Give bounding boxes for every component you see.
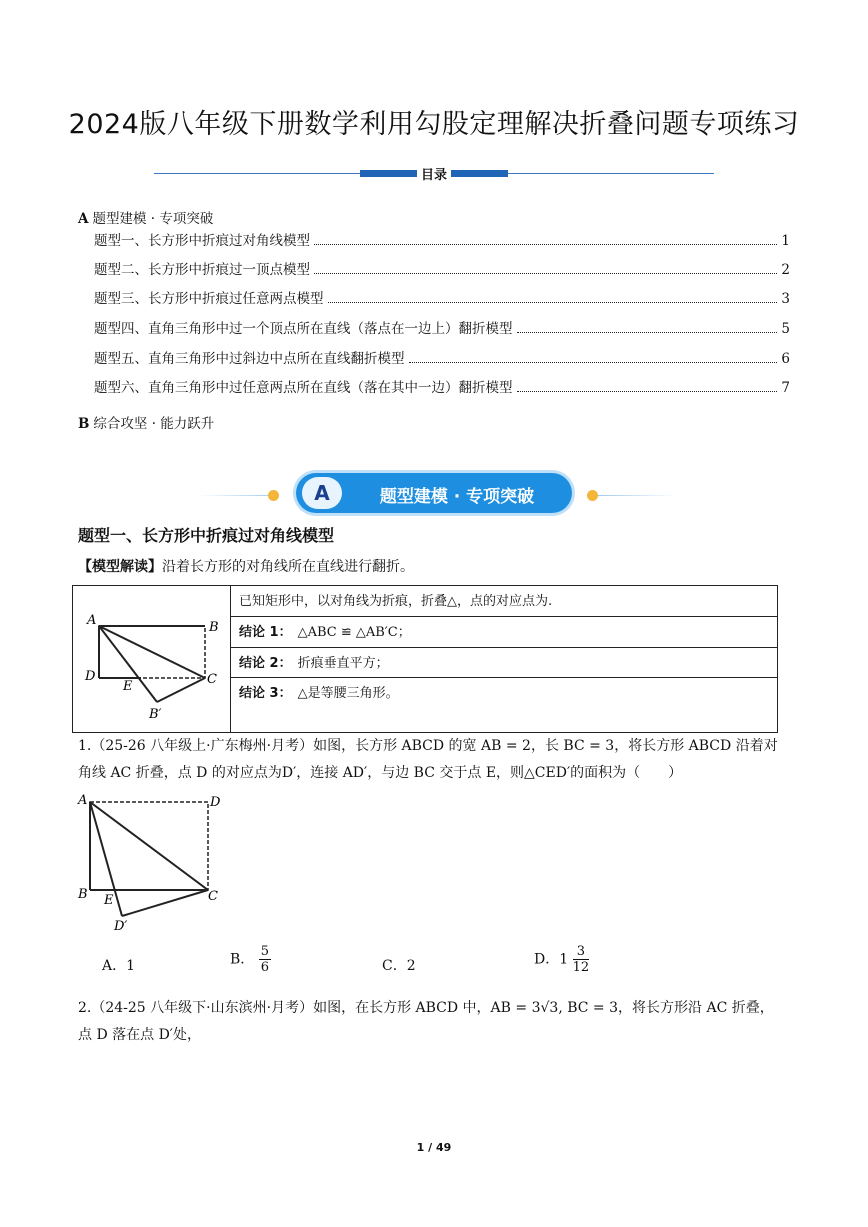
- toc-leader: [517, 331, 778, 333]
- figure-label-d-prime: D′: [114, 919, 128, 934]
- page-number: 1 / 49: [416, 1141, 452, 1154]
- model-interpretation-text: 沿着长方形的对角线所在直线进行翻折。: [162, 559, 414, 575]
- toc-section-a-text: 题型建模 · 专项突破: [92, 211, 214, 227]
- option-a-value: 1: [126, 958, 136, 974]
- option-b-fraction: [259, 944, 271, 975]
- question-2-line-2: 点 D 落在点 D′处，: [78, 1027, 201, 1043]
- question-1-figure: [72, 792, 232, 936]
- toc-item-label: 题型三、长方形中折痕过任意两点模型: [94, 291, 324, 307]
- toc-item[interactable]: [94, 260, 790, 278]
- option-c-letter: C．: [382, 958, 407, 974]
- option-d-whole: 1: [559, 951, 569, 968]
- figure-label-b-prime: B′: [149, 707, 162, 722]
- option-b-numerator: 5: [260, 944, 270, 959]
- toc-item-label: 题型五、直角三角形中过斜边中点所在直线翻折模型: [94, 351, 405, 367]
- toc-item-label: 题型二、长方形中折痕过一顶点模型: [94, 262, 310, 278]
- option-a[interactable]: [102, 955, 135, 975]
- question-1-line-2: 角线 AC 折叠，点 D 的对应点为D′，连接 AD′，与边 BC 交于点 E，则△CED′的面积为（ ）: [78, 765, 683, 781]
- toc-item-page: 7: [781, 380, 790, 396]
- figure-label-b: B: [209, 620, 219, 635]
- table-row-conclusion-1: [231, 617, 777, 648]
- option-b-letter: B．: [230, 951, 255, 968]
- table-row-conclusion-3: [231, 678, 777, 732]
- figure-label-a: A: [78, 793, 88, 808]
- banner-dot-left: [268, 490, 279, 501]
- toc-rule-left-bar: [360, 170, 418, 177]
- option-a-letter: A．: [102, 958, 127, 974]
- toc-section-a-letter: A: [78, 211, 89, 227]
- toc-leader: [409, 361, 778, 363]
- option-d[interactable]: [534, 944, 589, 975]
- section-heading: 题型一、长方形中折痕过对角线模型: [78, 526, 335, 545]
- conclusion-3-text: △是等腰三角形。: [297, 686, 399, 701]
- option-b[interactable]: [230, 944, 271, 975]
- toc-item-page: 2: [781, 262, 790, 278]
- toc-item-label: 题型六、直角三角形中过任意两点所在直线（落在其中一边）翻折模型: [94, 380, 513, 396]
- toc-heading: 目录: [417, 164, 451, 183]
- question-2-line-1: 2.（24-25 八年级下·山东滨州·月考）如图，在长方形 ABCD 中，AB = 3√3, BC = 3，将长方形沿 AC 折叠，: [78, 1000, 774, 1016]
- figure-label-b: B: [78, 887, 88, 902]
- option-d-fraction: [573, 944, 590, 975]
- model-interpretation: [78, 556, 414, 576]
- option-c[interactable]: [382, 955, 416, 975]
- fold-figure: [73, 586, 229, 732]
- toc-item-page: 5: [781, 321, 790, 337]
- toc-item-page: 3: [781, 291, 790, 307]
- toc-leader: [314, 272, 777, 274]
- toc-item-page: 1: [781, 233, 790, 249]
- figure-label-e: E: [104, 893, 114, 908]
- question-1: [78, 733, 790, 787]
- toc-section-a[interactable]: [78, 207, 213, 227]
- figure-label-d: D: [210, 795, 221, 810]
- conclusion-2-label: 结论 2：: [239, 656, 292, 671]
- toc-item[interactable]: [94, 231, 790, 249]
- figure-label-e: E: [123, 679, 133, 694]
- toc-section-b[interactable]: [78, 412, 214, 432]
- banner-line-right: [596, 495, 676, 496]
- question-2: [78, 995, 790, 1049]
- banner-line-left: [198, 495, 278, 496]
- option-d-numerator: 3: [573, 944, 590, 960]
- toc-section-b-letter: B: [78, 416, 90, 432]
- toc-item-label: 题型一、长方形中折痕过对角线模型: [94, 233, 310, 249]
- section-banner-text: 题型建模 · 专项突破: [379, 487, 535, 507]
- section-banner-letter: A: [302, 477, 342, 509]
- question-1-line-1: 1.（25-26 八年级上·广东梅州·月考）如图，长方形 ABCD 的宽 AB = 2，长 BC = 3，将长方形 ABCD 沿着对: [78, 738, 778, 754]
- toc-section-b-text: 综合攻坚 · 能力跃升: [93, 416, 215, 432]
- model-interpretation-label: 【模型解读】: [78, 559, 162, 575]
- option-b-denominator: 6: [260, 960, 270, 975]
- option-d-denominator: 12: [572, 960, 590, 975]
- option-d-letter: D．: [534, 951, 560, 968]
- figure-label-a: A: [87, 613, 97, 628]
- toc-item-label: 题型四、直角三角形中过一个顶点所在直线（落点在一边上）翻折模型: [94, 321, 513, 337]
- conclusion-2-text: 折痕垂直平方；: [297, 656, 389, 671]
- toc-item[interactable]: [94, 378, 790, 396]
- conclusion-1-label: 结论 1：: [239, 625, 292, 640]
- toc-item[interactable]: [94, 289, 790, 307]
- conclusion-1-text: △ABC ≌ △AB′C；: [297, 625, 411, 640]
- page-title: 2024版八年级下册数学利用勾股定理解决折叠问题专项练习: [68, 109, 800, 140]
- table-row-conclusion-2: [231, 648, 777, 678]
- figure-label-c: C: [207, 672, 217, 687]
- toc-rule-right-bar: [450, 170, 508, 177]
- toc-item[interactable]: [94, 319, 790, 337]
- toc-leader: [314, 243, 777, 245]
- toc-leader: [328, 301, 778, 303]
- toc-item-page: 6: [781, 351, 790, 367]
- conclusion-3-label: 结论 3：: [239, 686, 292, 701]
- option-c-value: 2: [406, 958, 416, 974]
- toc-item[interactable]: [94, 349, 790, 367]
- banner-dot-right: [587, 490, 598, 501]
- figure-label-d: D: [85, 669, 96, 684]
- table-row-premise: 已知矩形中，以对角线为折痕，折叠△，点的对应点为.: [231, 586, 777, 617]
- model-table: [72, 585, 778, 733]
- figure-label-c: C: [208, 889, 218, 904]
- toc-leader: [517, 390, 778, 392]
